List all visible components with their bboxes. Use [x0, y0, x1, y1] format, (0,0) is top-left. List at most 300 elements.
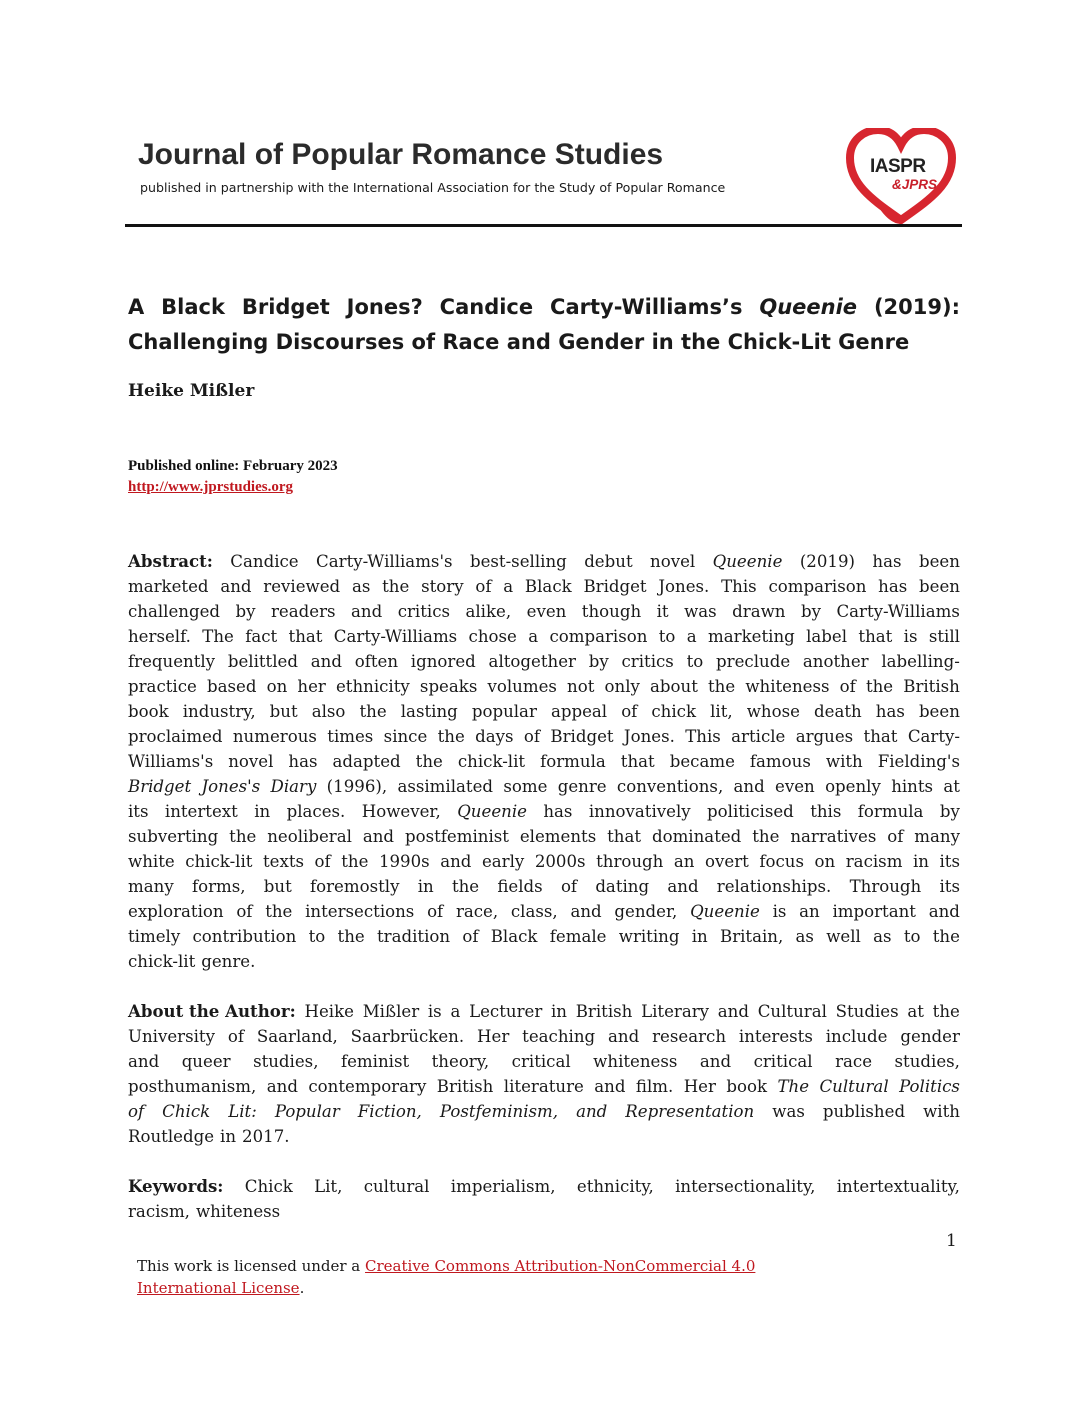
word: theory, [431, 1052, 490, 1071]
word: 1990s [378, 852, 430, 871]
word: the [752, 827, 780, 846]
word: its [128, 802, 149, 821]
word: Fiction, [357, 1102, 422, 1121]
word: Britain, [720, 927, 784, 946]
word: by [588, 652, 609, 671]
word: and [608, 1027, 640, 1046]
word: Mißler [362, 1002, 420, 1021]
word: ethnicity, [576, 1177, 654, 1196]
journal-url-link[interactable]: http://www.jprstudies.org [128, 479, 294, 495]
word: the [382, 577, 410, 596]
text-line [128, 1074, 960, 1099]
word: and [362, 827, 395, 846]
word: Saarbrücken. [350, 1027, 465, 1046]
word: Black [490, 927, 538, 946]
word: of [839, 677, 856, 696]
word: this [810, 802, 842, 821]
word: marketing [708, 627, 795, 646]
word: research [652, 1027, 727, 1046]
word: Carty- [907, 727, 960, 746]
word: of [314, 852, 331, 871]
word: interests [738, 1027, 813, 1046]
text-line [128, 849, 960, 874]
word: became [669, 752, 735, 771]
word: narratives [790, 827, 877, 846]
word: of [523, 727, 541, 746]
logo-sub-text: &JPRS [892, 177, 938, 192]
word: critics [397, 602, 451, 621]
word: Literary [641, 1002, 710, 1021]
journal-subtitle: published in partnership with the International Association for the Study of Popular Romance [140, 180, 726, 195]
word: label [806, 627, 848, 646]
word: Carty-Williams [836, 602, 960, 621]
word: Bridget [550, 727, 614, 746]
word: an [673, 852, 695, 871]
word: class, [510, 902, 558, 921]
word: that [607, 827, 642, 846]
word: Her [683, 1077, 716, 1096]
word: to [308, 927, 326, 946]
word: to [658, 627, 676, 646]
word: many [914, 827, 960, 846]
word: with [923, 1102, 960, 1121]
word: race [835, 1052, 873, 1071]
word: relationships. [716, 877, 832, 896]
word: studies, [894, 1052, 960, 1071]
word: exploration [128, 902, 224, 921]
word: book [726, 1077, 768, 1096]
word: and [310, 652, 342, 671]
title-word: Carty-Williams’s [550, 295, 743, 319]
text-line [128, 1124, 960, 1149]
word: overt [705, 852, 749, 871]
word: of [887, 827, 904, 846]
word: fields [497, 877, 543, 896]
word: been [918, 702, 960, 721]
word: Lecturer [469, 1002, 543, 1021]
word: racism [845, 852, 903, 871]
text-line [128, 899, 960, 924]
word: its [939, 852, 960, 871]
word: the [337, 927, 365, 946]
word: Postfeminism, [439, 1102, 559, 1121]
word: race, [455, 902, 499, 921]
word: Lit: [228, 1102, 257, 1121]
word: white [128, 852, 175, 871]
word: at [943, 777, 960, 796]
word: Jones's [201, 777, 261, 796]
word: British [575, 1002, 633, 1021]
word: has [878, 577, 908, 596]
word: of [427, 902, 444, 921]
word: and [128, 1052, 160, 1071]
word: tradition [376, 927, 451, 946]
text-line [128, 749, 960, 774]
word: practice [128, 677, 197, 696]
word: in [691, 927, 708, 946]
word: has [872, 552, 902, 571]
word: whiteness [745, 677, 830, 696]
abstract-label: Abstract: [128, 551, 213, 571]
word: published [822, 1102, 906, 1121]
word: subverting [128, 827, 219, 846]
word: well [826, 927, 861, 946]
word: whiteness [195, 1202, 281, 1221]
word: chick [651, 702, 697, 721]
text-line [128, 949, 960, 974]
word: was [772, 1102, 805, 1121]
word: death [814, 702, 862, 721]
word: studies, [253, 1052, 319, 1071]
word: though [581, 602, 642, 621]
license-suffix: . [299, 1279, 305, 1297]
word: racism, [128, 1202, 190, 1221]
word: is [427, 1002, 442, 1021]
word: by [939, 802, 960, 821]
word: still [928, 627, 960, 646]
word: novel [228, 752, 274, 771]
word: best-selling [469, 552, 567, 571]
word: and [220, 577, 252, 596]
word: Politics [899, 1077, 960, 1096]
word: dating [595, 877, 650, 896]
word: chick-lit [185, 852, 253, 871]
word: and [928, 902, 960, 921]
word: adapted [332, 752, 401, 771]
word: ethnicity [335, 677, 410, 696]
word: the [437, 727, 465, 746]
word: an [799, 902, 820, 921]
word: in [912, 852, 929, 871]
word: in [551, 1002, 567, 1021]
word: popular [471, 702, 537, 721]
word: on [266, 677, 288, 696]
keywords-label: Keywords: [128, 1176, 224, 1196]
word: another [802, 652, 869, 671]
about-author-paragraph [128, 999, 960, 1149]
word: readers [271, 602, 336, 621]
word: and [440, 852, 472, 871]
word: Chick [162, 1102, 211, 1121]
word: book [128, 702, 169, 721]
word: Jones. [623, 727, 675, 746]
word: the [415, 752, 443, 771]
word: Carty-Williams [333, 627, 458, 646]
word: a [686, 627, 697, 646]
word: belittled [227, 652, 298, 671]
word: comparison [768, 577, 867, 596]
word: openly [825, 777, 881, 796]
word: debut [584, 552, 633, 571]
word: many [128, 877, 174, 896]
word: writing [618, 927, 680, 946]
article-title [128, 290, 960, 360]
word: novel [650, 552, 696, 571]
word: at [907, 1002, 924, 1021]
word: in [417, 877, 434, 896]
word: drawn [732, 602, 786, 621]
text-line [128, 1049, 960, 1074]
word: intersections [305, 902, 415, 921]
word: that [288, 627, 323, 646]
word: Routledge [128, 1127, 215, 1146]
word: labelling- [881, 652, 960, 671]
word: contribution [192, 927, 297, 946]
word: Candice [230, 552, 299, 571]
word: critics [621, 652, 674, 671]
license-link-line1: Creative Commons Attribution-NonCommercial 4.0 [365, 1257, 756, 1275]
word: also [311, 702, 346, 721]
word: include [825, 1027, 888, 1046]
word: This [685, 727, 721, 746]
text-line [128, 549, 960, 574]
word: However, [361, 802, 441, 821]
word: that [620, 752, 655, 771]
word: politicised [707, 802, 794, 821]
word: genre. [201, 952, 256, 971]
published-date: Published online: February 2023 [128, 458, 338, 474]
word: to [903, 927, 921, 946]
title-year: (2019): [873, 295, 960, 319]
text-line [128, 999, 960, 1024]
word: Cultural [757, 1002, 827, 1021]
license-notice [137, 1255, 755, 1299]
word: foremostly [309, 877, 400, 896]
word: and [594, 1077, 626, 1096]
word: it [656, 602, 669, 621]
word: hints [891, 777, 934, 796]
word: with [825, 752, 863, 771]
word: through [596, 852, 664, 871]
word: queer [181, 1052, 231, 1071]
word: Saarland, [256, 1027, 338, 1046]
word: gender, [614, 902, 678, 921]
word: in [254, 802, 271, 821]
word: Chick [244, 1177, 293, 1196]
word: based [206, 677, 257, 696]
license-prefix: This work is licensed under a [137, 1257, 366, 1275]
word: feminist [340, 1052, 410, 1071]
word: chose [468, 627, 517, 646]
logo-main-text: IASPR [870, 156, 926, 177]
word: intersectionality, [675, 1177, 816, 1196]
word: early [481, 852, 525, 871]
word: been [918, 552, 960, 571]
license-link-line2: International License [137, 1279, 300, 1297]
word: conventions, [616, 777, 724, 796]
word: has [288, 752, 318, 771]
word: whose [746, 702, 800, 721]
word: chick-lit [128, 952, 196, 971]
word: the [451, 877, 480, 896]
word: elements [519, 827, 597, 846]
word: neoliberal [267, 827, 352, 846]
word: even [775, 777, 815, 796]
word: Jones. [658, 577, 710, 596]
article-title-line2: Challenging Discourses of Race and Gender in the Chick-Lit Genre [128, 330, 910, 354]
word: to [686, 652, 704, 671]
word: preclude [716, 652, 791, 671]
word: 2000s [534, 852, 586, 871]
word: Cultural [819, 1077, 889, 1096]
text-line [128, 1199, 960, 1224]
word: article [731, 727, 786, 746]
word: imperialism, [450, 1177, 556, 1196]
word: of [621, 702, 638, 721]
word: and [351, 602, 383, 621]
abstract-paragraph [128, 549, 960, 974]
word: innovatively [588, 802, 691, 821]
word: Through [849, 877, 922, 896]
word: volumes [487, 677, 557, 696]
word: assimilated [397, 777, 494, 796]
word: film. [635, 1077, 674, 1096]
word: The [202, 627, 234, 646]
page-number: 1 [946, 1231, 957, 1251]
word: the [708, 677, 736, 696]
word: the [265, 902, 293, 921]
word: forms, [191, 877, 246, 896]
word: gender [900, 1027, 960, 1046]
word: herself. [128, 627, 191, 646]
word: and [699, 1052, 732, 1071]
word: British [903, 677, 960, 696]
word: 2017. [242, 1127, 290, 1146]
word: that [858, 627, 893, 646]
word: marketed [128, 577, 209, 596]
title-word: Bridget [241, 295, 330, 319]
word: a [503, 577, 514, 596]
word: the [932, 1002, 960, 1021]
word: only [604, 677, 640, 696]
text-line [128, 874, 960, 899]
word: Lit, [314, 1177, 343, 1196]
word: dominated [651, 827, 742, 846]
word: cultural [363, 1177, 430, 1196]
word: intertext [164, 802, 238, 821]
word: has [875, 702, 905, 721]
keywords-paragraph [128, 1174, 960, 1224]
text-line [128, 674, 960, 699]
word: a [528, 627, 539, 646]
word: formula [540, 752, 606, 771]
text-line [128, 724, 960, 749]
word: of [236, 902, 253, 921]
word: argues [795, 727, 854, 746]
journal-title: Journal of Popular Romance Studies [138, 138, 664, 171]
word: story [421, 577, 464, 596]
text-line [128, 824, 960, 849]
word: Carty-Williams's [316, 552, 453, 571]
word: some [503, 777, 548, 796]
text-line [128, 799, 960, 824]
word: postfeminist [404, 827, 509, 846]
word: as [795, 927, 814, 946]
about-author-label: About the Author: [128, 1001, 296, 1021]
text-line [128, 699, 960, 724]
word: texts [262, 852, 305, 871]
word: Popular [274, 1102, 340, 1121]
word: Studies [835, 1002, 899, 1021]
word: as [351, 577, 371, 596]
word: Queenie [712, 552, 783, 571]
word: the [341, 852, 369, 871]
word: the [359, 702, 387, 721]
word: by [235, 602, 256, 621]
word: intertextuality, [836, 1177, 960, 1196]
text-line [128, 649, 960, 674]
title-word: A [128, 295, 145, 319]
author-name: Heike Mißler [128, 381, 255, 401]
word: on [814, 852, 836, 871]
word: and [667, 877, 699, 896]
word: proclaimed [128, 727, 223, 746]
word: comparison [549, 627, 648, 646]
word: and [717, 1002, 749, 1021]
word: female [549, 927, 607, 946]
word: that [863, 727, 898, 746]
word: industry, [182, 702, 256, 721]
word: as [873, 927, 892, 946]
word: its [939, 877, 960, 896]
word: of [462, 927, 479, 946]
word: Black [524, 577, 572, 596]
word: frequently [128, 652, 216, 671]
word: appeal [550, 702, 608, 721]
title-italic-word: Queenie [759, 295, 858, 319]
header-rule [125, 224, 962, 227]
word: Her [477, 1027, 510, 1046]
word: reviewed [263, 577, 341, 596]
word: the [932, 927, 960, 946]
word: (2019) [799, 552, 855, 571]
word: Fielding's [877, 752, 960, 771]
article-title-line1 [128, 290, 960, 325]
text-line [128, 1099, 960, 1124]
word: Williams's [128, 752, 214, 771]
word: critical [511, 1052, 571, 1071]
word: is [772, 902, 787, 921]
word: Bridget [583, 577, 647, 596]
word: not [567, 677, 595, 696]
word: Queenie [690, 902, 760, 921]
title-word: Black [161, 295, 225, 319]
word: fact [245, 627, 278, 646]
word: The [777, 1077, 810, 1096]
word: and [570, 902, 602, 921]
iaspr-logo [846, 128, 956, 224]
word: has [543, 802, 573, 821]
word: days [475, 727, 514, 746]
word: challenged [128, 602, 221, 621]
word: since [383, 727, 428, 746]
word: of [227, 1027, 245, 1046]
word: her [297, 677, 326, 696]
word: literature [503, 1077, 584, 1096]
text-line [128, 599, 960, 624]
word: Queenie [457, 802, 527, 821]
word: speaks [419, 677, 478, 696]
word: timely [128, 927, 181, 946]
word: of [475, 577, 492, 596]
text-line [128, 1024, 960, 1049]
text-line [128, 924, 960, 949]
word: whiteness [593, 1052, 678, 1071]
title-word: Candice [439, 295, 534, 319]
word: was [684, 602, 717, 621]
word: often [354, 652, 399, 671]
word: Bridget [128, 777, 192, 796]
